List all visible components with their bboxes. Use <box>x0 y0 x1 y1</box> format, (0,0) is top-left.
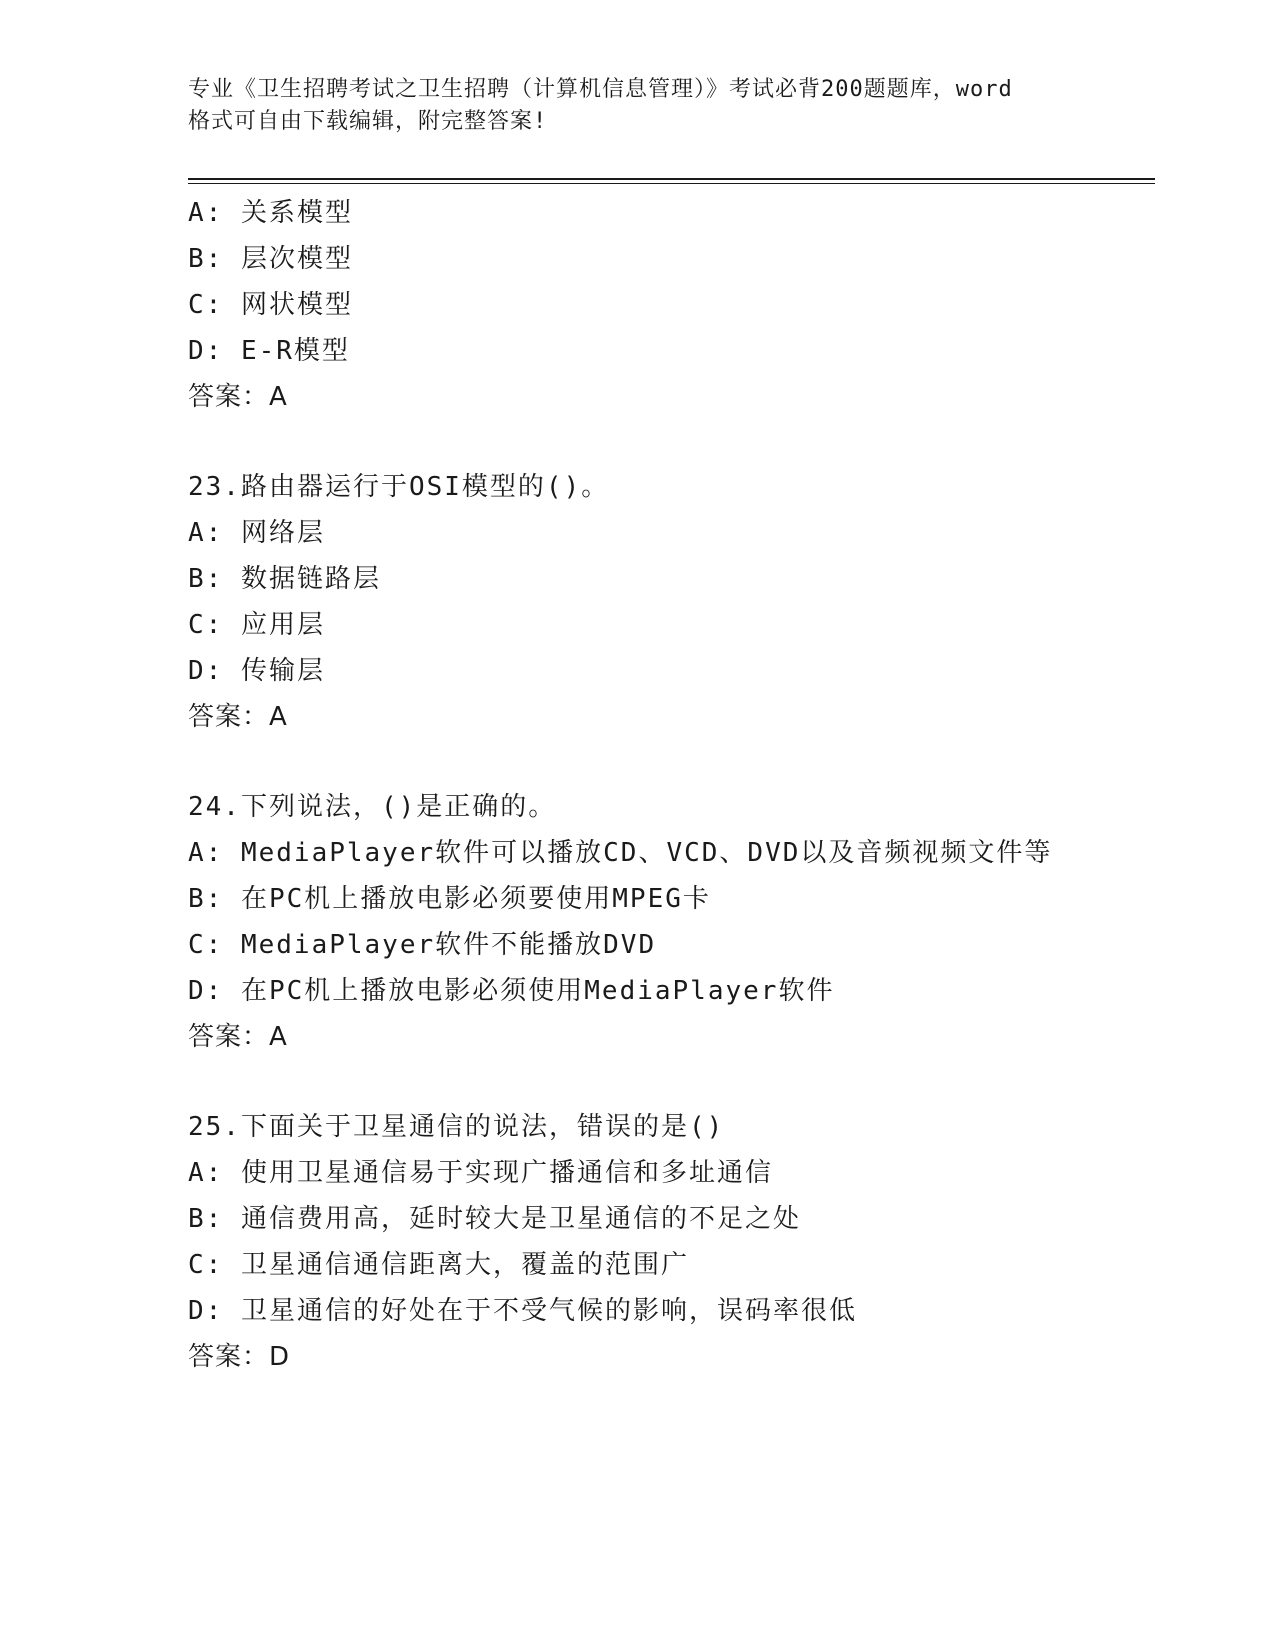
option-b: B: 通信费用高，延时较大是卫星通信的不足之处 <box>188 1204 801 1234</box>
spacer <box>188 420 1188 464</box>
answer-line: 答案：A <box>188 702 288 732</box>
option-d: D: E-R模型 <box>188 336 350 366</box>
option-c: C: 卫星通信通信距离大，覆盖的范围广 <box>188 1250 689 1280</box>
question-text: 25.下面关于卫星通信的说法，错误的是() <box>188 1112 725 1142</box>
option-b: B: 层次模型 <box>188 244 353 274</box>
question-block-22 <box>188 190 1188 420</box>
answer-line: 答案：A <box>188 1022 288 1052</box>
option-a: A: 使用卫星通信易于实现广播通信和多址通信 <box>188 1158 773 1188</box>
option-d: D: 卫星通信的好处在于不受气候的影响，误码率很低 <box>188 1296 857 1326</box>
header-divider-thick <box>188 178 1155 180</box>
header-line-2: 格式可自由下载编辑，附完整答案! <box>188 109 548 134</box>
option-c: C: MediaPlayer软件不能播放DVD <box>188 930 657 960</box>
header-line-1: 专业《卫生招聘考试之卫生招聘（计算机信息管理）》考试必背200题题库，word <box>188 77 1013 102</box>
answer-line: 答案：D <box>188 1342 291 1372</box>
option-a: A: 网络层 <box>188 518 325 548</box>
question-block-23 <box>188 464 1188 740</box>
question-list <box>188 190 1188 1380</box>
option-c: C: 网状模型 <box>188 290 353 320</box>
document-header <box>188 74 1088 138</box>
spacer <box>188 740 1188 784</box>
question-text: 24.下列说法，()是正确的。 <box>188 792 557 822</box>
option-c: C: 应用层 <box>188 610 325 640</box>
spacer <box>188 1060 1188 1104</box>
option-b: B: 在PC机上播放电影必须要使用MPEG卡 <box>188 884 711 914</box>
option-a: A: MediaPlayer软件可以播放CD、VCD、DVD以及音频视频文件等 <box>188 838 1053 868</box>
question-text: 23.路由器运行于OSI模型的()。 <box>188 472 610 502</box>
option-a: A: 关系模型 <box>188 198 353 228</box>
question-block-24 <box>188 784 1188 1060</box>
question-block-25 <box>188 1104 1188 1380</box>
option-d: D: 在PC机上播放电影必须使用MediaPlayer软件 <box>188 976 835 1006</box>
answer-line: 答案：A <box>188 382 288 412</box>
option-d: D: 传输层 <box>188 656 325 686</box>
option-b: B: 数据链路层 <box>188 564 381 594</box>
header-divider-thin <box>188 183 1155 184</box>
